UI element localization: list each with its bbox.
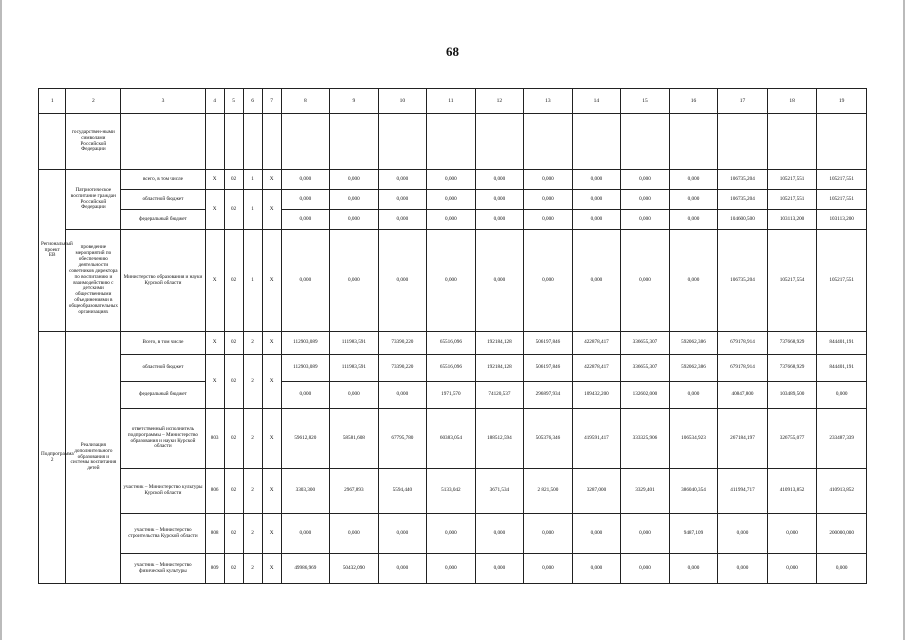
value-cell: 5133,042 bbox=[427, 469, 476, 514]
header-cell: 1 bbox=[39, 89, 66, 114]
value-cell: 737668,929 bbox=[767, 355, 817, 382]
code-cell: 02 bbox=[224, 554, 243, 584]
page-number: 68 bbox=[446, 44, 459, 59]
value-cell: 0,000 bbox=[572, 190, 621, 210]
value-cell: 592062,386 bbox=[669, 355, 718, 382]
value-cell: 0,000 bbox=[330, 230, 379, 332]
value-cell: 505376,346 bbox=[524, 409, 573, 469]
value-cell: 0,000 bbox=[718, 554, 768, 584]
code-cell: 2 bbox=[243, 332, 262, 355]
value-cell: 0,000 bbox=[378, 554, 427, 584]
value-cell: 0,000 bbox=[669, 170, 718, 190]
header-cell: 13 bbox=[524, 89, 573, 114]
value-cell: 40847,800 bbox=[718, 382, 768, 409]
code-cell: 808 bbox=[205, 514, 224, 554]
row-label: участник – Министерство строительства Курской области bbox=[121, 514, 205, 554]
code-cell: 02 bbox=[224, 355, 243, 409]
value-cell: 0,000 bbox=[572, 230, 621, 332]
code-cell: 02 bbox=[224, 170, 243, 190]
value-cell: 267184,197 bbox=[718, 409, 768, 469]
value-cell: 103113,200 bbox=[817, 210, 867, 230]
value-cell: 0,000 bbox=[621, 514, 670, 554]
code-cell: Х bbox=[262, 355, 281, 409]
value-cell: 0,000 bbox=[621, 210, 670, 230]
row-label: участник – Министерство физической культуры bbox=[121, 554, 205, 584]
project-name: Патриотическое воспитание граждан Российской Федерации bbox=[66, 170, 121, 230]
header-cell: 7 bbox=[262, 89, 281, 114]
value-cell: 59612,820 bbox=[281, 409, 330, 469]
value-cell: 60383,054 bbox=[427, 409, 476, 469]
value-cell: 0,000 bbox=[330, 514, 379, 554]
value-cell: 0,000 bbox=[475, 190, 524, 210]
value-cell: 0,000 bbox=[524, 170, 573, 190]
header-cell: 6 bbox=[243, 89, 262, 114]
value-cell: 419591,417 bbox=[572, 409, 621, 469]
value-cell: 0,000 bbox=[524, 210, 573, 230]
value-cell: 333325,906 bbox=[621, 409, 670, 469]
code-cell: 02 bbox=[224, 469, 243, 514]
value-cell: 233487,339 bbox=[817, 409, 867, 469]
value-cell: 3287,000 bbox=[572, 469, 621, 514]
value-cell: 737668,929 bbox=[767, 332, 817, 355]
value-cell: 3303,300 bbox=[281, 469, 330, 514]
value-cell: 0,000 bbox=[427, 514, 476, 554]
value-cell: 0,000 bbox=[330, 210, 379, 230]
value-cell: 0,000 bbox=[475, 170, 524, 190]
code-cell: 02 bbox=[224, 230, 243, 332]
code-cell: Х bbox=[262, 554, 281, 584]
value-cell: 0,000 bbox=[427, 190, 476, 210]
value-cell: 844401,191 bbox=[817, 355, 867, 382]
value-cell: 411994,717 bbox=[718, 469, 768, 514]
code-cell: Х bbox=[262, 170, 281, 190]
value-cell: 192184,128 bbox=[475, 332, 524, 355]
table-row bbox=[39, 382, 867, 409]
value-cell: 0,000 bbox=[621, 554, 670, 584]
code-cell: Х bbox=[205, 355, 224, 409]
value-cell: 0,000 bbox=[817, 382, 867, 409]
header-cell: 16 bbox=[669, 89, 718, 114]
code-cell: Х bbox=[205, 230, 224, 332]
code-cell: Х bbox=[205, 170, 224, 190]
value-cell: 0,000 bbox=[427, 210, 476, 230]
value-cell: 0,000 bbox=[281, 190, 330, 210]
value-cell: 3671,534 bbox=[475, 469, 524, 514]
subprogram-code: Подпрограмма 2 bbox=[39, 332, 66, 584]
code-cell: 2 bbox=[243, 409, 262, 469]
value-cell: 105217,554 bbox=[767, 230, 817, 332]
project-code: Региональный проект ЕВ bbox=[39, 170, 66, 332]
value-cell: 106534,923 bbox=[669, 409, 718, 469]
value-cell: 0,000 bbox=[572, 210, 621, 230]
value-cell: 336655,307 bbox=[621, 355, 670, 382]
value-cell: 0,000 bbox=[572, 514, 621, 554]
value-cell: 58581,608 bbox=[330, 409, 379, 469]
code-cell: 1 bbox=[243, 190, 262, 230]
table-row bbox=[39, 514, 867, 554]
value-cell: 0,000 bbox=[378, 190, 427, 210]
value-cell: 0,000 bbox=[621, 170, 670, 190]
value-cell: 0,000 bbox=[281, 382, 330, 409]
code-cell: Х bbox=[262, 409, 281, 469]
value-cell: 112903,089 bbox=[281, 355, 330, 382]
code-cell: 2 bbox=[243, 514, 262, 554]
value-cell: 50432,090 bbox=[330, 554, 379, 584]
code-cell: 02 bbox=[224, 514, 243, 554]
code-cell: 806 bbox=[205, 469, 224, 514]
code-cell: Х bbox=[262, 332, 281, 355]
continuation-row bbox=[39, 114, 867, 170]
continuation-text: государствен-ными символами Российской Федерации bbox=[66, 114, 121, 170]
table-row bbox=[39, 469, 867, 514]
value-cell: 326755,077 bbox=[767, 409, 817, 469]
value-cell: 0,000 bbox=[427, 230, 476, 332]
code-cell: 803 bbox=[205, 409, 224, 469]
row-label: областной бюджет bbox=[121, 355, 205, 382]
value-cell: 103489,500 bbox=[767, 382, 817, 409]
value-cell: 106735,204 bbox=[718, 170, 768, 190]
value-cell: 0,000 bbox=[378, 514, 427, 554]
row-label: Всего, в том числе bbox=[121, 332, 205, 355]
table-row bbox=[39, 332, 867, 355]
value-cell: 0,000 bbox=[281, 170, 330, 190]
value-cell: 0,000 bbox=[767, 514, 817, 554]
value-cell: 5594,440 bbox=[378, 469, 427, 514]
value-cell: 105217,551 bbox=[767, 170, 817, 190]
row-label: федеральный бюджет bbox=[121, 210, 205, 230]
value-cell: 0,000 bbox=[524, 514, 573, 554]
value-cell: 111983,591 bbox=[330, 332, 379, 355]
value-cell: 422878,417 bbox=[572, 355, 621, 382]
value-cell: 111983,591 bbox=[330, 355, 379, 382]
subprogram-name: Реализация дополнительного образования и системы воспитания детей bbox=[66, 332, 121, 584]
code-cell: Х bbox=[205, 190, 224, 230]
value-cell: 104600,500 bbox=[718, 210, 768, 230]
value-cell: 2967,893 bbox=[330, 469, 379, 514]
header-cell: 4 bbox=[205, 89, 224, 114]
header-cell: 10 bbox=[378, 89, 427, 114]
table-row bbox=[39, 170, 867, 190]
value-cell: 0,000 bbox=[572, 170, 621, 190]
code-cell: 02 bbox=[224, 332, 243, 355]
value-cell: 112903,089 bbox=[281, 332, 330, 355]
code-cell: Х bbox=[205, 332, 224, 355]
code-cell: 809 bbox=[205, 554, 224, 584]
scan-edge-mark bbox=[0, 0, 2, 640]
header-cell: 2 bbox=[66, 89, 121, 114]
value-cell: 0,000 bbox=[330, 190, 379, 210]
value-cell: 106735,204 bbox=[718, 190, 768, 210]
value-cell: 106735,204 bbox=[718, 230, 768, 332]
header-cell: 15 bbox=[621, 89, 670, 114]
value-cell: 0,000 bbox=[718, 514, 768, 554]
value-cell: 65516,096 bbox=[427, 355, 476, 382]
header-cell: 11 bbox=[427, 89, 476, 114]
value-cell: 3329,401 bbox=[621, 469, 670, 514]
header-cell: 18 bbox=[767, 89, 817, 114]
value-cell: 336655,307 bbox=[621, 332, 670, 355]
row-label: областной бюджет bbox=[121, 190, 205, 210]
row-label: федеральный бюджет bbox=[121, 382, 205, 409]
table-row bbox=[39, 409, 867, 469]
value-cell: 506197,846 bbox=[524, 332, 573, 355]
header-cell: 3 bbox=[121, 89, 205, 114]
value-cell: 0,000 bbox=[330, 170, 379, 190]
code-cell: Х bbox=[262, 190, 281, 230]
value-cell: 0,000 bbox=[669, 190, 718, 210]
header-cell: 14 bbox=[572, 89, 621, 114]
value-cell: 0,000 bbox=[524, 190, 573, 210]
value-cell: 2 821,500 bbox=[524, 469, 573, 514]
value-cell: 0,000 bbox=[767, 554, 817, 584]
value-cell: 73390,220 bbox=[378, 355, 427, 382]
header-cell: 17 bbox=[718, 89, 768, 114]
project-measure: проведение мероприятий по обеспечению деятельности советников директора по воспитанию и взаимодействию с детскими общественными объединениями в общеобразовательных организациях bbox=[66, 230, 121, 332]
header-cell: 9 bbox=[330, 89, 379, 114]
budget-table bbox=[38, 88, 867, 584]
value-cell: 0,000 bbox=[524, 554, 573, 584]
value-cell: 109432,200 bbox=[572, 382, 621, 409]
header-cell: 8 bbox=[281, 89, 330, 114]
value-cell: 132602,000 bbox=[621, 382, 670, 409]
value-cell: 0,000 bbox=[378, 210, 427, 230]
table-row bbox=[39, 190, 867, 210]
value-cell: 0,000 bbox=[281, 514, 330, 554]
code-cell: 02 bbox=[224, 190, 243, 230]
header-cell: 12 bbox=[475, 89, 524, 114]
value-cell: 0,000 bbox=[475, 210, 524, 230]
value-cell: 0,000 bbox=[669, 210, 718, 230]
value-cell: 506197,846 bbox=[524, 355, 573, 382]
value-cell: 0,000 bbox=[427, 170, 476, 190]
code-cell: Х bbox=[262, 230, 281, 332]
value-cell: 0,000 bbox=[669, 382, 718, 409]
value-cell: 679178,914 bbox=[718, 355, 768, 382]
value-cell: 0,000 bbox=[378, 170, 427, 190]
value-cell: 105217,551 bbox=[817, 230, 867, 332]
code-cell: 2 bbox=[243, 355, 262, 409]
code-cell: Х bbox=[262, 514, 281, 554]
row-label: ответственный исполнитель подпрограммы – Министерство образования и науки Курской области bbox=[121, 409, 205, 469]
value-cell: 0,000 bbox=[621, 190, 670, 210]
row-label: всего, в том числе bbox=[121, 170, 205, 190]
value-cell: 74120,537 bbox=[475, 382, 524, 409]
table-row bbox=[39, 355, 867, 382]
header-row bbox=[39, 89, 867, 114]
row-label: участник – Министерство культуры Курской области bbox=[121, 469, 205, 514]
value-cell: 0,000 bbox=[475, 514, 524, 554]
value-cell: 844401,191 bbox=[817, 332, 867, 355]
code-cell: 02 bbox=[224, 409, 243, 469]
value-cell: 0,000 bbox=[475, 230, 524, 332]
value-cell: 0,000 bbox=[669, 554, 718, 584]
value-cell: 0,000 bbox=[281, 230, 330, 332]
value-cell: 105217,551 bbox=[817, 170, 867, 190]
value-cell: 410913,852 bbox=[767, 469, 817, 514]
value-cell: 200000,000 bbox=[817, 514, 867, 554]
value-cell: 0,000 bbox=[621, 230, 670, 332]
header-cell: 19 bbox=[817, 89, 867, 114]
value-cell: 188512,594 bbox=[475, 409, 524, 469]
value-cell: 103113,200 bbox=[767, 210, 817, 230]
value-cell: 0,000 bbox=[572, 554, 621, 584]
value-cell: 679178,914 bbox=[718, 332, 768, 355]
table-row bbox=[39, 554, 867, 584]
value-cell: 296897,934 bbox=[524, 382, 573, 409]
row-label: Министерство образования и науки Курской области bbox=[121, 230, 205, 332]
value-cell: 49986,969 bbox=[281, 554, 330, 584]
value-cell: 0,000 bbox=[524, 230, 573, 332]
code-cell: 1 bbox=[243, 230, 262, 332]
value-cell: 0,000 bbox=[330, 382, 379, 409]
code-cell: 2 bbox=[243, 469, 262, 514]
value-cell: 1971,570 bbox=[427, 382, 476, 409]
code-cell: Х bbox=[262, 469, 281, 514]
table-row bbox=[39, 210, 867, 230]
value-cell: 105217,551 bbox=[817, 190, 867, 210]
value-cell: 9487,109 bbox=[669, 514, 718, 554]
value-cell: 73390,220 bbox=[378, 332, 427, 355]
value-cell: 0,000 bbox=[281, 210, 330, 230]
value-cell: 0,000 bbox=[475, 554, 524, 584]
code-cell: 1 bbox=[243, 170, 262, 190]
value-cell: 592062,386 bbox=[669, 332, 718, 355]
value-cell: 0,000 bbox=[817, 554, 867, 584]
value-cell: 0,000 bbox=[378, 230, 427, 332]
value-cell: 0,000 bbox=[378, 382, 427, 409]
value-cell: 192184,128 bbox=[475, 355, 524, 382]
value-cell: 0,000 bbox=[669, 230, 718, 332]
value-cell: 65516,096 bbox=[427, 332, 476, 355]
header-cell: 5 bbox=[224, 89, 243, 114]
value-cell: 422878,417 bbox=[572, 332, 621, 355]
value-cell: 386040,354 bbox=[669, 469, 718, 514]
value-cell: 105217,551 bbox=[767, 190, 817, 210]
value-cell: 410913,852 bbox=[817, 469, 867, 514]
table-row bbox=[39, 230, 867, 332]
code-cell: 2 bbox=[243, 554, 262, 584]
value-cell: 0,000 bbox=[427, 554, 476, 584]
value-cell: 67795,780 bbox=[378, 409, 427, 469]
